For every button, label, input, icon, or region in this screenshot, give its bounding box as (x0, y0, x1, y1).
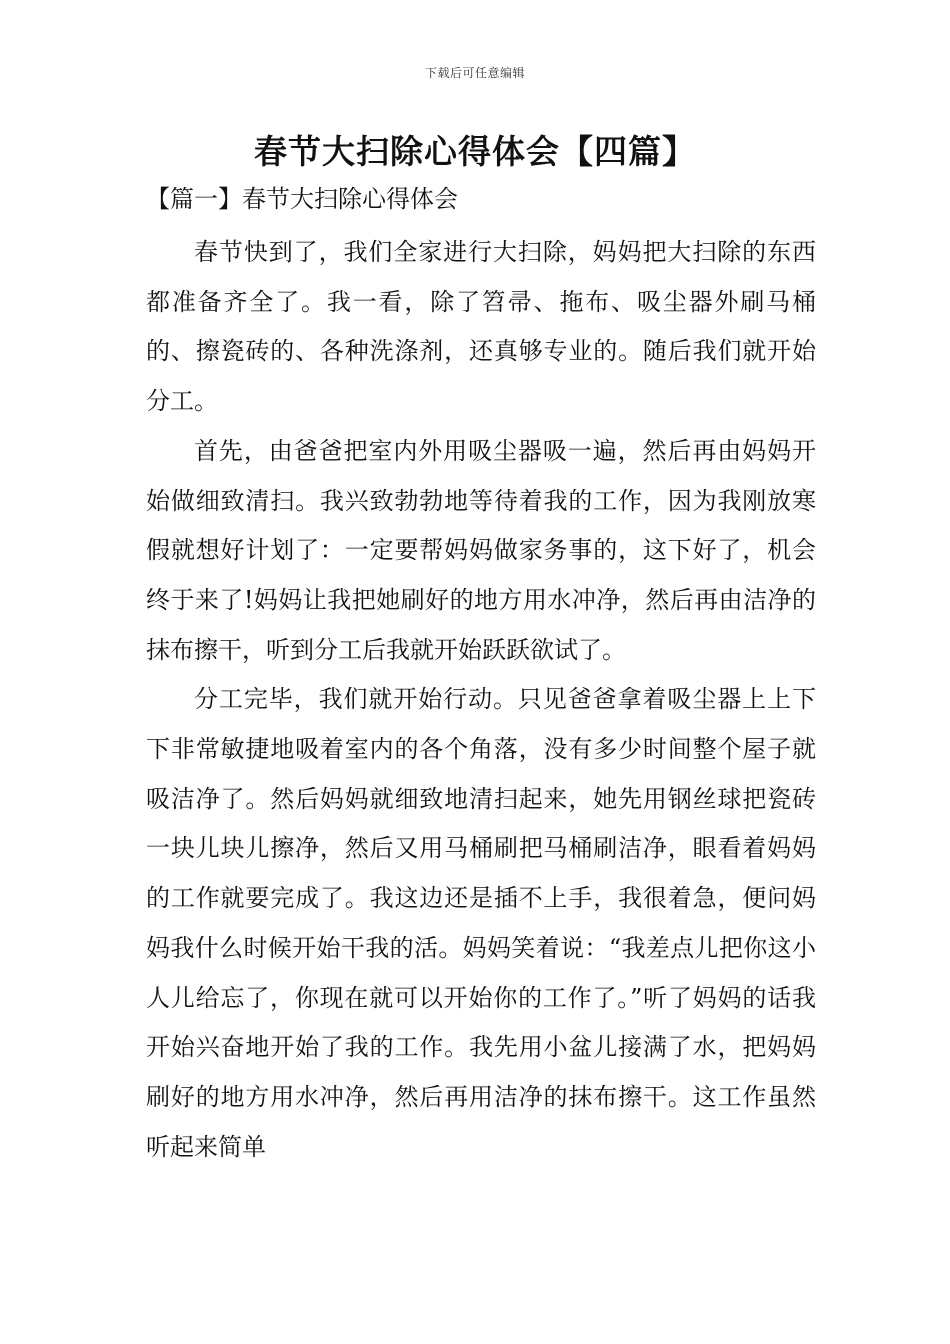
section-heading: 【篇一】春节大扫除心得体会 (146, 185, 458, 213)
header-note: 下载后可任意编辑 (424, 66, 525, 80)
document-title: 春节大扫除心得体会【四篇】 (254, 132, 696, 171)
paragraph: 分工完毕，我们就开始行动。只见爸爸拿着吸尘器上上下下非常敏捷地吸着室内的各个角落，没有多少时间整个屋子就吸洁净了。然后妈妈就细致地清扫起来，她先用钢丝球把瓷砖一块儿块儿擦净，然后又用马桶刷把马桶刷洁净，眼看着妈妈的工作就要完成了。我这边还是插不上手，我很着急，便问妈妈我什么时候开始干我的活。妈妈笑着说：“我差点儿把你这小人儿给忘了，你现在就可以开始你的工作了。”听了妈妈的话我开始兴奋地开始了我的工作。我先用小盆儿接满了水，把妈妈刷好的地方用水冲净，然后再用洁净的抹布擦干。这工作虽然听起来简单 (146, 685, 816, 1161)
document-body (146, 228, 816, 1172)
paragraph: 春节快到了，我们全家进行大扫除，妈妈把大扫除的东西都准备齐全了。我一看，除了笤帚、拖布、吸尘器外刷马桶的、擦瓷砖的、各种洗涤剂，还真够专业的。随后我们就开始分工。 (146, 238, 816, 416)
paragraph: 首先，由爸爸把室内外用吸尘器吸一遍，然后再由妈妈开始做细致清扫。我兴致勃勃地等待着我的工作，因为我刚放寒假就想好计划了：一定要帮妈妈做家务事的，这下好了，机会终于来了!妈妈让我把她刷好的地方用水冲净，然后再由洁净的抹布擦干，听到分工后我就开始跃跃欲试了。 (146, 436, 816, 664)
